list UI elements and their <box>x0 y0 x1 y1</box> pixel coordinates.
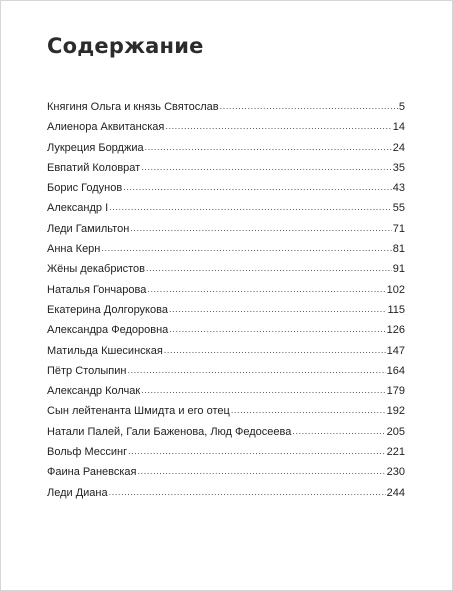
dot-leader <box>127 360 385 380</box>
toc-entry <box>47 320 405 340</box>
toc-entry-title: Пётр Столыпин <box>47 364 127 377</box>
page-title: Содержание <box>47 34 204 58</box>
toc-entry-title: Вольф Мессинг <box>47 446 128 459</box>
toc-entry <box>47 198 405 218</box>
dot-leader <box>141 157 392 177</box>
toc-entry-title: Лукреция Борджиа <box>47 141 144 154</box>
toc-entry-title: Наталья Гончарова <box>47 283 147 296</box>
toc-entry-title: Анна Керн <box>47 243 101 256</box>
toc-page-number: 126 <box>386 324 405 337</box>
toc-entry <box>47 219 405 239</box>
toc-page-number: 24 <box>392 141 405 154</box>
toc-entry <box>47 280 405 300</box>
toc-entry-title: Натали Палей, Гали Баженова, Люд Федосеева <box>47 425 292 438</box>
dot-leader <box>138 461 386 481</box>
toc-entry <box>47 117 405 137</box>
dot-leader <box>164 340 386 360</box>
toc-entry <box>47 239 405 259</box>
toc-entry-title: Борис Годунов <box>47 182 123 195</box>
toc-entry <box>47 158 405 178</box>
toc-entry-title: Евпатий Коловрат <box>47 161 141 174</box>
toc-entry <box>47 259 405 279</box>
toc-entry <box>47 178 405 198</box>
toc-page-number: 205 <box>386 425 405 438</box>
dot-leader <box>101 238 391 258</box>
dot-leader <box>109 197 392 217</box>
dot-leader <box>165 116 391 136</box>
toc-page-number: 221 <box>386 446 405 459</box>
toc-page-number: 43 <box>392 182 405 195</box>
toc-entry-title: Княгиня Ольга и князь Святослав <box>47 101 219 113</box>
toc-entry-title: Леди Диана <box>47 486 108 499</box>
toc-page-number: 81 <box>392 243 405 256</box>
toc-entry-title: Матильда Кшесинская <box>47 344 163 357</box>
dot-leader <box>292 421 385 441</box>
toc-entry <box>47 361 405 381</box>
toc-page-number: 147 <box>386 344 405 357</box>
dot-leader <box>169 299 387 319</box>
toc-entry <box>47 97 405 117</box>
toc-page-number: 179 <box>386 385 405 398</box>
toc-entry-title: Алиенора Аквитанская <box>47 121 165 134</box>
toc-entry <box>47 462 405 482</box>
toc-entry <box>47 483 405 503</box>
dot-leader <box>169 319 385 339</box>
toc-page-number: 14 <box>392 121 405 134</box>
dot-leader <box>130 218 391 238</box>
toc-page-number: 164 <box>386 364 405 377</box>
dot-leader <box>146 258 392 278</box>
toc-entry <box>47 341 405 361</box>
toc-entry <box>47 381 405 401</box>
toc-entry-title: Жёны декабристов <box>47 263 145 276</box>
dot-leader <box>220 96 398 116</box>
toc-page-number: 244 <box>386 486 405 499</box>
toc-page-number: 71 <box>392 222 405 235</box>
toc-page-number: 55 <box>392 202 405 215</box>
toc-entry-title: Фаина Раневская <box>47 466 137 479</box>
dot-leader <box>145 137 392 157</box>
toc-page-number: 230 <box>386 466 405 479</box>
toc-entry-title: Леди Гамильтон <box>47 222 130 235</box>
dot-leader <box>147 279 385 299</box>
toc-entry-title: Екатерина Долгорукова <box>47 303 168 316</box>
toc-entry <box>47 401 405 421</box>
toc-page-number: 91 <box>392 263 405 276</box>
toc-page-number: 192 <box>386 405 405 418</box>
toc-entry <box>47 422 405 442</box>
toc-page-number: 115 <box>387 303 405 316</box>
toc-entry <box>47 442 405 462</box>
dot-leader <box>231 400 386 420</box>
dot-leader <box>109 482 386 502</box>
toc-entry <box>47 300 405 320</box>
toc-entry-title: Александра Федоровна <box>47 324 169 337</box>
toc-page-number: 5 <box>398 101 405 113</box>
toc-entry <box>47 138 405 158</box>
dot-leader <box>128 441 386 461</box>
toc-entry-title: Александр Колчак <box>47 385 141 398</box>
dot-leader <box>123 177 392 197</box>
toc-page-number: 35 <box>392 161 405 174</box>
toc-entry-title: Сын лейтенанта Шмидта и его отец <box>47 405 230 418</box>
toc-entry-title: Александр I <box>47 202 109 215</box>
table-of-contents <box>47 97 405 503</box>
toc-page-number: 102 <box>386 283 405 296</box>
dot-leader <box>141 380 385 400</box>
